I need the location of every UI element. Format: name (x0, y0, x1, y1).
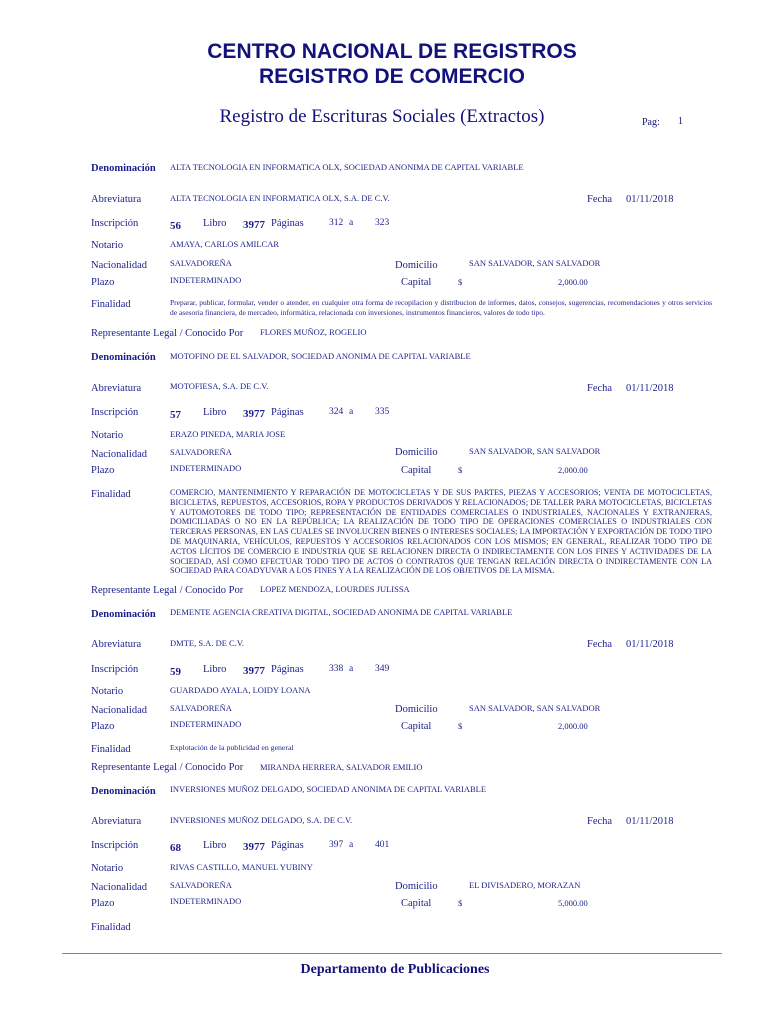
pagina-desde: 324 (329, 407, 344, 417)
plazo-value: INDETERMINADO (170, 463, 242, 473)
label-notario: Notario (91, 863, 124, 874)
domicilio-value: SAN SALVADOR, SAN SALVADOR (469, 446, 601, 456)
label-nacionalidad: Nacionalidad (91, 705, 147, 716)
abreviatura-value: INVERSIONES MUÑOZ DELGADO, S.A. DE C.V. (170, 815, 353, 825)
label-domicilio: Domicilio (395, 881, 438, 892)
page-number: 1 (678, 116, 683, 127)
capital-value: 2,000.00 (558, 277, 588, 287)
denominacion-value: DEMENTE AGENCIA CREATIVA DIGITAL, SOCIEDAD ANONIMA DE CAPITAL VARIABLE (170, 607, 513, 617)
domicilio-value: SAN SALVADOR, SAN SALVADOR (469, 258, 601, 268)
notario-value: RIVAS CASTILLO, MANUEL YUBINY (170, 862, 313, 872)
page-title: Registro de Escrituras Sociales (Extractos) (219, 106, 545, 127)
domicilio-value: SAN SALVADOR, SAN SALVADOR (469, 703, 601, 713)
label-abreviatura: Abreviatura (91, 383, 142, 394)
nacionalidad-value: SALVADOREÑA (170, 703, 232, 713)
label-notario: Notario (91, 430, 124, 441)
footer-department: Departamento de Publicaciones (300, 962, 490, 977)
label-capital: Capital (401, 721, 432, 732)
label-paginas: Páginas (271, 407, 304, 418)
nacionalidad-value: SALVADOREÑA (170, 258, 232, 268)
label-capital: Capital (401, 277, 432, 288)
label-abreviatura: Abreviatura (91, 194, 142, 205)
label-plazo: Plazo (91, 277, 115, 288)
libro-value: 3977 (243, 841, 265, 853)
currency-symbol: $ (458, 277, 463, 287)
fecha-value: 01/11/2018 (626, 816, 674, 827)
label-domicilio: Domicilio (395, 260, 438, 271)
label-libro: Libro (203, 218, 227, 229)
notario-value: GUARDADO AYALA, LOIDY LOANA (170, 685, 311, 695)
plazo-value: INDETERMINADO (170, 896, 242, 906)
denominacion-value: MOTOFINO DE EL SALVADOR, SOCIEDAD ANONIMA DE CAPITAL VARIABLE (170, 351, 471, 361)
label-representante: Representante Legal / Conocido Por (91, 762, 244, 773)
abreviatura-value: MOTOFIESA, S.A. DE C.V. (170, 381, 269, 391)
representante-value: LOPEZ MENDOZA, LOURDES JULISSA (260, 584, 410, 594)
pagina-desde: 312 (329, 218, 344, 228)
header-title: CENTRO NACIONAL DE REGISTROS (207, 40, 577, 63)
pagina-hasta: 323 (375, 218, 390, 228)
inscripcion-value: 56 (170, 220, 181, 232)
label-a: a (349, 664, 354, 674)
label-fecha: Fecha (587, 194, 613, 205)
plazo-value: INDETERMINADO (170, 275, 242, 285)
currency-symbol: $ (458, 898, 463, 908)
label-capital: Capital (401, 465, 432, 476)
fecha-value: 01/11/2018 (626, 639, 674, 650)
capital-value: 2,000.00 (558, 721, 588, 731)
label-nacionalidad: Nacionalidad (91, 882, 147, 893)
label-nacionalidad: Nacionalidad (91, 260, 147, 271)
nacionalidad-value: SALVADOREÑA (170, 447, 232, 457)
plazo-value: INDETERMINADO (170, 719, 242, 729)
label-abreviatura: Abreviatura (91, 816, 142, 827)
label-paginas: Páginas (271, 840, 304, 851)
label-domicilio: Domicilio (395, 447, 438, 458)
fecha-value: 01/11/2018 (626, 383, 674, 394)
label-plazo: Plazo (91, 721, 115, 732)
inscripcion-value: 68 (170, 842, 181, 854)
finalidad-value: Explotación de la publicidad en general (170, 743, 294, 752)
label-fecha: Fecha (587, 816, 613, 827)
notario-value: ERAZO PINEDA, MARIA JOSE (170, 429, 286, 439)
label-fecha: Fecha (587, 639, 613, 650)
notario-value: AMAYA, CARLOS AMILCAR (170, 239, 280, 249)
label-plazo: Plazo (91, 898, 115, 909)
label-libro: Libro (203, 407, 227, 418)
denominacion-value: ALTA TECNOLOGIA EN INFORMATICA OLX, SOCIEDAD ANONIMA DE CAPITAL VARIABLE (170, 162, 524, 172)
pagina-hasta: 401 (375, 840, 390, 850)
label-representante: Representante Legal / Conocido Por (91, 328, 244, 339)
representante-value: FLORES MUÑOZ, ROGELIO (260, 327, 367, 337)
label-inscripcion: Inscripción (91, 407, 139, 418)
pagina-desde: 338 (329, 664, 344, 674)
footer-divider (62, 953, 722, 954)
label-finalidad: Finalidad (91, 744, 131, 755)
fecha-value: 01/11/2018 (626, 194, 674, 205)
label-a: a (349, 840, 354, 850)
label-inscripcion: Inscripción (91, 664, 139, 675)
capital-value: 2,000.00 (558, 465, 588, 475)
currency-symbol: $ (458, 465, 463, 475)
label-fecha: Fecha (587, 383, 613, 394)
libro-value: 3977 (243, 219, 265, 231)
label-denominacion: Denominación (91, 163, 156, 174)
label-notario: Notario (91, 240, 124, 251)
label-a: a (349, 218, 354, 228)
libro-value: 3977 (243, 408, 265, 420)
finalidad-value: Preparar, publicar, formular, vender o atender, en cualquier otra forma de recopilacion y distribucion de informes, datos, consejos, sugerencias, recomendaciones y otros servicios de asesoria financiera, de mercadeo, informática, relacionada con inversiones, instrumentos financieros, valores de todo tipo. (170, 298, 712, 317)
label-inscripcion: Inscripción (91, 840, 139, 851)
label-nacionalidad: Nacionalidad (91, 449, 147, 460)
label-paginas: Páginas (271, 664, 304, 675)
libro-value: 3977 (243, 665, 265, 677)
label-denominacion: Denominación (91, 352, 156, 363)
pagina-hasta: 335 (375, 407, 390, 417)
label-finalidad: Finalidad (91, 299, 131, 310)
label-representante: Representante Legal / Conocido Por (91, 585, 244, 596)
label-abreviatura: Abreviatura (91, 639, 142, 650)
label-finalidad: Finalidad (91, 489, 131, 500)
denominacion-value: INVERSIONES MUÑOZ DELGADO, SOCIEDAD ANONIMA DE CAPITAL VARIABLE (170, 784, 487, 794)
label-plazo: Plazo (91, 465, 115, 476)
pagina-desde: 397 (329, 840, 344, 850)
capital-value: 5,000.00 (558, 898, 588, 908)
label-notario: Notario (91, 686, 124, 697)
currency-symbol: $ (458, 721, 463, 731)
label-denominacion: Denominación (91, 609, 156, 620)
nacionalidad-value: SALVADOREÑA (170, 880, 232, 890)
label-finalidad: Finalidad (91, 922, 131, 933)
label-a: a (349, 407, 354, 417)
domicilio-value: EL DIVISADERO, MORAZAN (469, 880, 581, 890)
abreviatura-value: DMTE, S.A. DE C.V. (170, 638, 244, 648)
page-label: Pag: (642, 117, 660, 128)
label-denominacion: Denominación (91, 786, 156, 797)
label-libro: Libro (203, 664, 227, 675)
representante-value: MIRANDA HERRERA, SALVADOR EMILIO (260, 762, 423, 772)
label-paginas: Páginas (271, 218, 304, 229)
label-domicilio: Domicilio (395, 704, 438, 715)
inscripcion-value: 57 (170, 409, 181, 421)
label-inscripcion: Inscripción (91, 218, 139, 229)
header-subtitle: REGISTRO DE COMERCIO (258, 65, 526, 88)
finalidad-value: COMERCIO, MANTENIMIENTO Y REPARACIÓN DE MOTOCICLETAS Y DE SUS PARTES, PIEZAS Y ACCESORIOS; VENTA DE MOTOCICLETAS, BICICLETAS, REPUESTOS, ACCESORIOS, ROPA Y PRODUCTOS DERIVADOS Y RELACIONADOS; DE TALLER PARA MOTOCICLETAS, BICICLETAS Y AUTOMOTORES DE TODO TIPO; REPRESENTACIÓN DE ENTIDADES COMERCIALES O INDUSTRIALES, NACIONALES Y EXTRANJERAS, DOMICILIADAS O NO EN LA REPÚBLICA; LA REALIZACIÓN DE TODO TIPO DE OPERACIONES COMERCIALES O INDUSTRIALES CON TERCERAS PERSONAS, EN LAS CUALES SE INVOLUCREN BIENES O INTERESES SOCIALES; LA IMPORTACIÓN Y EXPORTACIÓN DE TODO TIPO DE MAQUINARIA, VEHÍCULOS, REPUESTOS Y ACCESORIOS RELACIONADOS CON LOS MISMOS; EN GENERAL, REALIZAR TODO TIPO DE ACTOS LÍCITOS DE COMERCIO E INDUSTRIA QUE SE RELACIONEN DIRECTA O INDIRECTAMENTE CON LOS FINES Y ACTIVIDADES DE LA SOCIEDAD, ASÍ COMO EFECTUAR TODO TIPO DE ACTOS O CONTRATOS QUE TENGAN RELACIÓN DIRECTA O INDIRECTAMENTE CON LA SOCIEDAD PARA COADYUVAR A LOS FINES Y A LA REALIZACIÓN DE LOS OBJETIVOS DE LA MISMA. (170, 488, 712, 576)
inscripcion-value: 59 (170, 666, 181, 678)
abreviatura-value: ALTA TECNOLOGIA EN INFORMATICA OLX, S.A. DE C.V. (170, 193, 390, 203)
label-libro: Libro (203, 840, 227, 851)
pagina-hasta: 349 (375, 664, 390, 674)
label-capital: Capital (401, 898, 432, 909)
